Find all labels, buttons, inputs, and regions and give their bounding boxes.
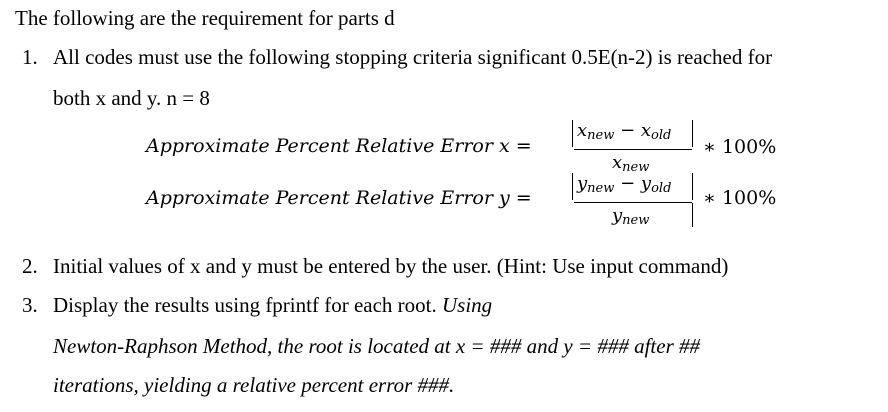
equation-y-multiplier: ∗ 100%: [703, 187, 777, 209]
equation-x-label: Approximate Percent Relative Error x =: [146, 135, 532, 157]
equation-x-multiplier: ∗ 100%: [703, 136, 777, 158]
intro-heading: The following are the requirement for parts d: [15, 6, 395, 30]
item-2-number: 2.: [22, 254, 38, 278]
equation-x-fraction: [572, 118, 696, 176]
item-3-text-line-2: Newton-Raphson Method, the root is located at x = ### and y = ### after ##: [53, 334, 700, 358]
item-3-text-line-1-normal: Display the results using fprintf for each root.: [53, 293, 442, 317]
item-3-number: 3.: [22, 293, 38, 317]
equation-y-fraction: [572, 171, 696, 229]
equation-y-numerator: ynew − yold: [577, 173, 672, 196]
item-3-text-line-3: iterations, yielding a relative percent error ###.: [53, 373, 455, 397]
equation-x-denominator: xnew: [612, 152, 650, 175]
equation-y-abs-left: [572, 173, 573, 200]
equation-y-abs-right: [692, 173, 693, 200]
item-1-text-line-1: All codes must use the following stopping criteria significant 0.5E(n-2) is reached for: [53, 45, 773, 69]
equation-x-fraction-bar: [574, 149, 692, 150]
equation-x-numerator: xnew − xold: [577, 120, 672, 143]
equation-x-abs-right: [692, 120, 693, 147]
item-2-text-line-1: Initial values of x and y must be entered by the user. (Hint: Use input command): [53, 254, 729, 278]
equation-y-denominator: ynew: [612, 205, 650, 228]
equation-y-abs-right-lower: [692, 203, 693, 227]
equation-y-label: Approximate Percent Relative Error y =: [146, 187, 532, 209]
equation-x-abs-left: [572, 120, 573, 147]
equation-y-fraction-bar: [574, 202, 692, 203]
item-3-text-line-1-italic: Using: [442, 293, 493, 317]
item-1-text-line-2: both x and y. n = 8: [53, 86, 210, 110]
item-1-number: 1.: [22, 45, 38, 69]
item-3-text-line-1: [53, 295, 492, 316]
